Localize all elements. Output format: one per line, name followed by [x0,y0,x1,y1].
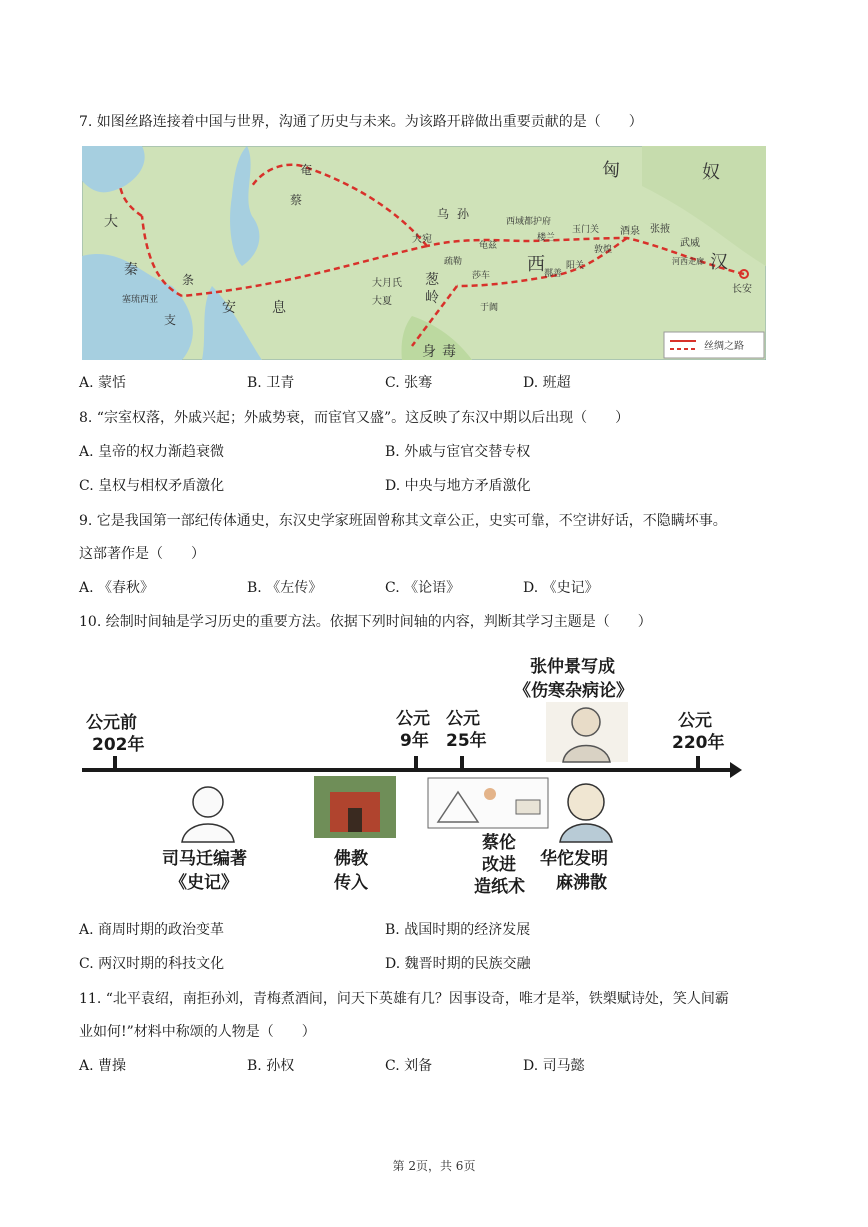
map-label-han: 汉 [710,252,728,273]
q7-stem: 7. 如图丝路连接着中国与世界，沟通了历史与未来。为该路开辟做出重要贡献的是（ ） [79,114,643,130]
history-timeline [78,652,758,902]
q9-option-a[interactable]: A. 《春秋》 [79,580,155,596]
map-label-changan: 长安 [732,284,752,295]
map-label-dunhuang: 敦煌 [594,245,613,255]
zhang-zhongjing-illustration [546,702,628,762]
map-label-seleucia: 塞琉西亚 [122,295,159,305]
event-cailun-line2: 改进 [482,855,516,875]
tick-label-3b: 25年 [446,731,487,751]
map-label-dayuan: 大宛 [412,234,432,245]
q10-stem: 10. 绘制时间轴是学习历史的重要方法。依据下列时间轴的内容，判断其学习主题是（ ） [79,614,652,630]
map-label-zhangye: 张掖 [650,224,670,235]
cai-lun-illustration [428,778,548,828]
map-label-cai: 蔡 [290,193,303,207]
event-cailun-line1: 蔡伦 [482,833,516,853]
tick-label-4a: 公元 [678,711,712,731]
map-label-an: 安 [222,300,236,316]
event-sima-line1: 司马迁编著 [162,849,247,869]
map-label-xi: 西 [527,254,545,275]
map-label-daxia: 大夏 [372,296,392,307]
page-footer: 第 2页，共 6页 [392,1159,476,1173]
map-label-du: 毒 [442,344,456,360]
event-fojiao-line2: 传入 [334,873,368,893]
event-huatuo-line2: 麻沸散 [556,873,607,893]
map-label-shache: 莎车 [472,271,491,281]
q10-option-c[interactable]: C. 两汉时期的科技文化 [79,956,225,972]
tick-label-2a: 公元 [396,709,430,729]
map-label-xi2: 息 [272,300,286,316]
map-label-shanshan: 鄯善 [544,269,563,279]
q8-stem: 8. “宗室权落，外戚兴起；外戚势衰，而宦官又盛”。这反映了东汉中期以后出现（ ） [79,410,630,426]
tick-label-2b: 9年 [400,731,429,751]
event-fojiao-line1: 佛教 [334,849,368,869]
silk-road-map [82,146,766,360]
map-label-yutian: 于阗 [480,303,499,313]
map-legend [664,332,764,358]
q10-option-d[interactable]: D. 魏晋时期的民族交融 [385,956,531,972]
hua-tuo-illustration [560,784,612,842]
map-label-hexi: 河西走廊 [672,257,704,266]
q8-option-b[interactable]: B. 外戚与宦官交替专权 [385,444,531,460]
map-label-cong: 葱 [425,272,439,288]
map-label-yumenguan: 玉门关 [572,225,600,235]
map-label-dayuezhi: 大月氏 [372,278,402,289]
q11-stem-line2: 业如何!”材料中称颂的人物是（ ） [79,1024,316,1040]
map-label-jiuquan: 酒泉 [620,226,640,237]
map-label-shule: 疏勒 [444,257,463,267]
event-sima-line2: 《史记》 [170,873,238,893]
q10-option-a[interactable]: A. 商周时期的政治变革 [79,922,225,938]
q8-option-d[interactable]: D. 中央与地方矛盾激化 [385,478,531,494]
q8-option-a[interactable]: A. 皇帝的权力渐趋衰微 [79,444,225,460]
map-label-loulan: 楼兰 [537,233,556,243]
map-label-wu: 乌 [437,207,450,221]
q11-stem-line1: 11. “北平袁绍，南拒孙刘，青梅煮酒间，问天下英雄有几？因事设奇，唯才是举，铁槊赋诗处，笑人间霸 [79,991,729,1007]
q9-option-d[interactable]: D. 《史记》 [523,580,599,596]
map-label-zhi: 支 [164,313,177,327]
map-label-da: 大 [104,214,118,230]
event-zhang-line2: 《伤寒杂病论》 [514,681,633,701]
map-label-tiao: 条 [182,273,195,287]
event-cailun-line3: 造纸术 [474,877,525,897]
tick-label-4b: 220年 [672,733,725,753]
tick-label-1b: 202年 [92,735,145,755]
q7-option-c[interactable]: C. 张骞 [385,375,433,391]
map-label-qin: 秦 [124,262,138,278]
map-label-yan: 奄 [300,163,313,177]
buddhism-temple-illustration [314,776,396,838]
sima-qian-illustration [182,787,234,842]
q9-stem-line2: 这部著作是（ ） [79,546,205,562]
tick-label-1a: 公元前 [86,713,137,733]
tick-label-3a: 公元 [446,709,480,729]
event-zhang-line1: 张仲景写成 [530,657,615,677]
q11-option-c[interactable]: C. 刘备 [385,1058,433,1074]
map-label-shen: 身 [422,344,436,360]
q7-option-d[interactable]: D. 班超 [523,375,571,391]
map-label-sun: 孙 [457,207,470,221]
q7-option-a[interactable]: A. 蒙恬 [79,375,127,391]
map-label-yangguan: 阳关 [566,261,585,271]
map-label-nu: 奴 [702,162,720,183]
map-label-wuwei: 武威 [680,238,700,249]
q9-option-b[interactable]: B. 《左传》 [247,580,323,596]
timeline-arrow [730,762,742,778]
map-label-ling: 岭 [425,290,439,306]
svg-text:丝绸之路: 丝绸之路 [704,341,744,352]
map-label-xiyu: 西域都护府 [506,217,552,227]
q8-option-c[interactable]: C. 皇权与相权矛盾激化 [79,478,225,494]
q7-option-b[interactable]: B. 卫青 [247,375,295,391]
map-label-qiuci: 龟兹 [479,241,498,251]
map-label-xiong: 匈 [602,160,620,181]
q11-option-b[interactable]: B. 孙权 [247,1058,295,1074]
event-huatuo-line1: 华佗发明 [540,849,608,869]
q9-option-c[interactable]: C. 《论语》 [385,580,461,596]
q10-option-b[interactable]: B. 战国时期的经济发展 [385,922,531,938]
q11-option-a[interactable]: A. 曹操 [79,1058,127,1074]
q11-option-d[interactable]: D. 司马懿 [523,1058,585,1074]
q9-stem-line1: 9. 它是我国第一部纪传体通史，东汉史学家班固曾称其文章公正，史实可靠，不空讲好话，不隐瞒坏事。 [79,513,727,529]
